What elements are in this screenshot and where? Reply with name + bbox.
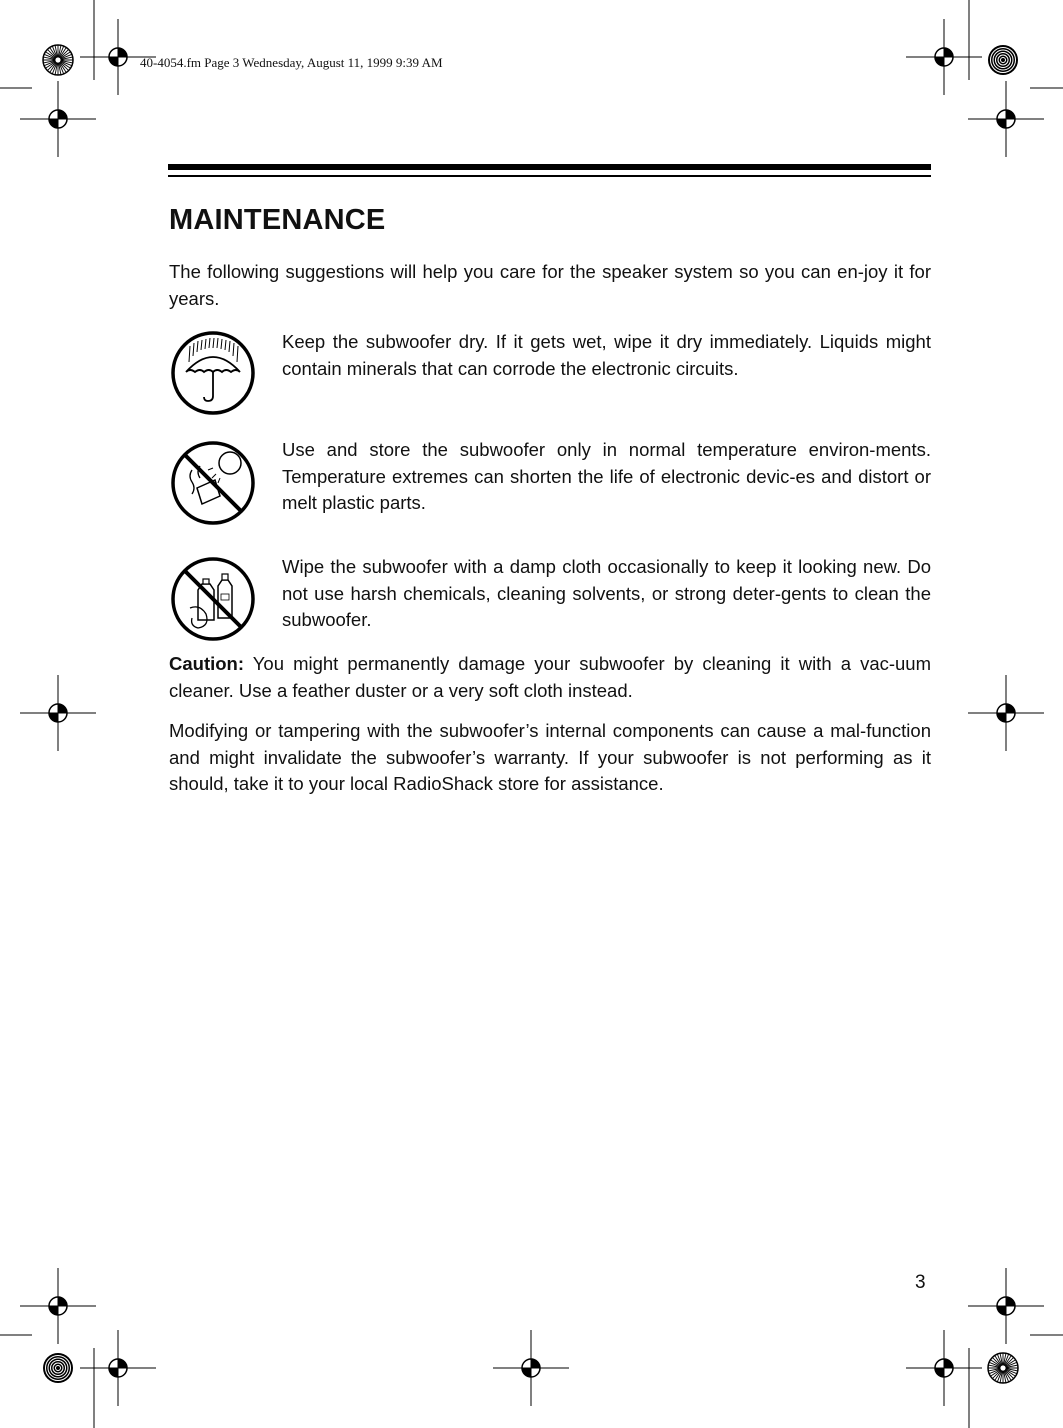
no-temperature-extremes-icon bbox=[170, 440, 256, 526]
file-slug: 40-4054.fm Page 3 Wednesday, August 11, 1999 9:39 AM bbox=[140, 55, 443, 70]
intro-paragraph: The following suggestions will help you care for the speaker system so you can en-joy it for years. bbox=[169, 261, 931, 309]
item-temperature-text: Use and store the subwoofer only in normal temperature environ-ments. Temperature extremes can shorten the life of electronic devic-es and distort or melt plastic parts. bbox=[282, 439, 931, 513]
umbrella-icon bbox=[170, 330, 256, 416]
item-chemicals-text: Wipe the subwoofer with a damp cloth occasionally to keep it looking new. Do not use harsh chemicals, cleaning solvents, or strong deter-gents to clean the subwoofer. bbox=[282, 556, 931, 630]
header-rule-thin bbox=[168, 175, 931, 177]
item-keep-dry-text: Keep the subwoofer dry. If it gets wet, wipe it dry immediately. Liquids might contain minerals that can corrode the electronic circuits. bbox=[282, 331, 931, 379]
section-title: MAINTENANCE bbox=[169, 204, 386, 236]
modification-warning-paragraph: Modifying or tampering with the subwoofer’s internal components can cause a mal-function and might invalidate the subwoofer’s warranty. If your subwoofer is not performing as it should, take it to your local RadioShack store for assistance. bbox=[169, 720, 931, 794]
caution-label: Caution: bbox=[169, 653, 245, 674]
page-number: 3 bbox=[915, 1272, 926, 1293]
caution-paragraph bbox=[169, 651, 931, 704]
header-rule-thick bbox=[168, 164, 931, 170]
no-chemicals-icon bbox=[170, 556, 256, 642]
caution-text: You might permanently damage your subwoofer by cleaning it with a vac-uum cleaner. Use a feather duster or a very soft cloth instead. bbox=[169, 653, 932, 701]
